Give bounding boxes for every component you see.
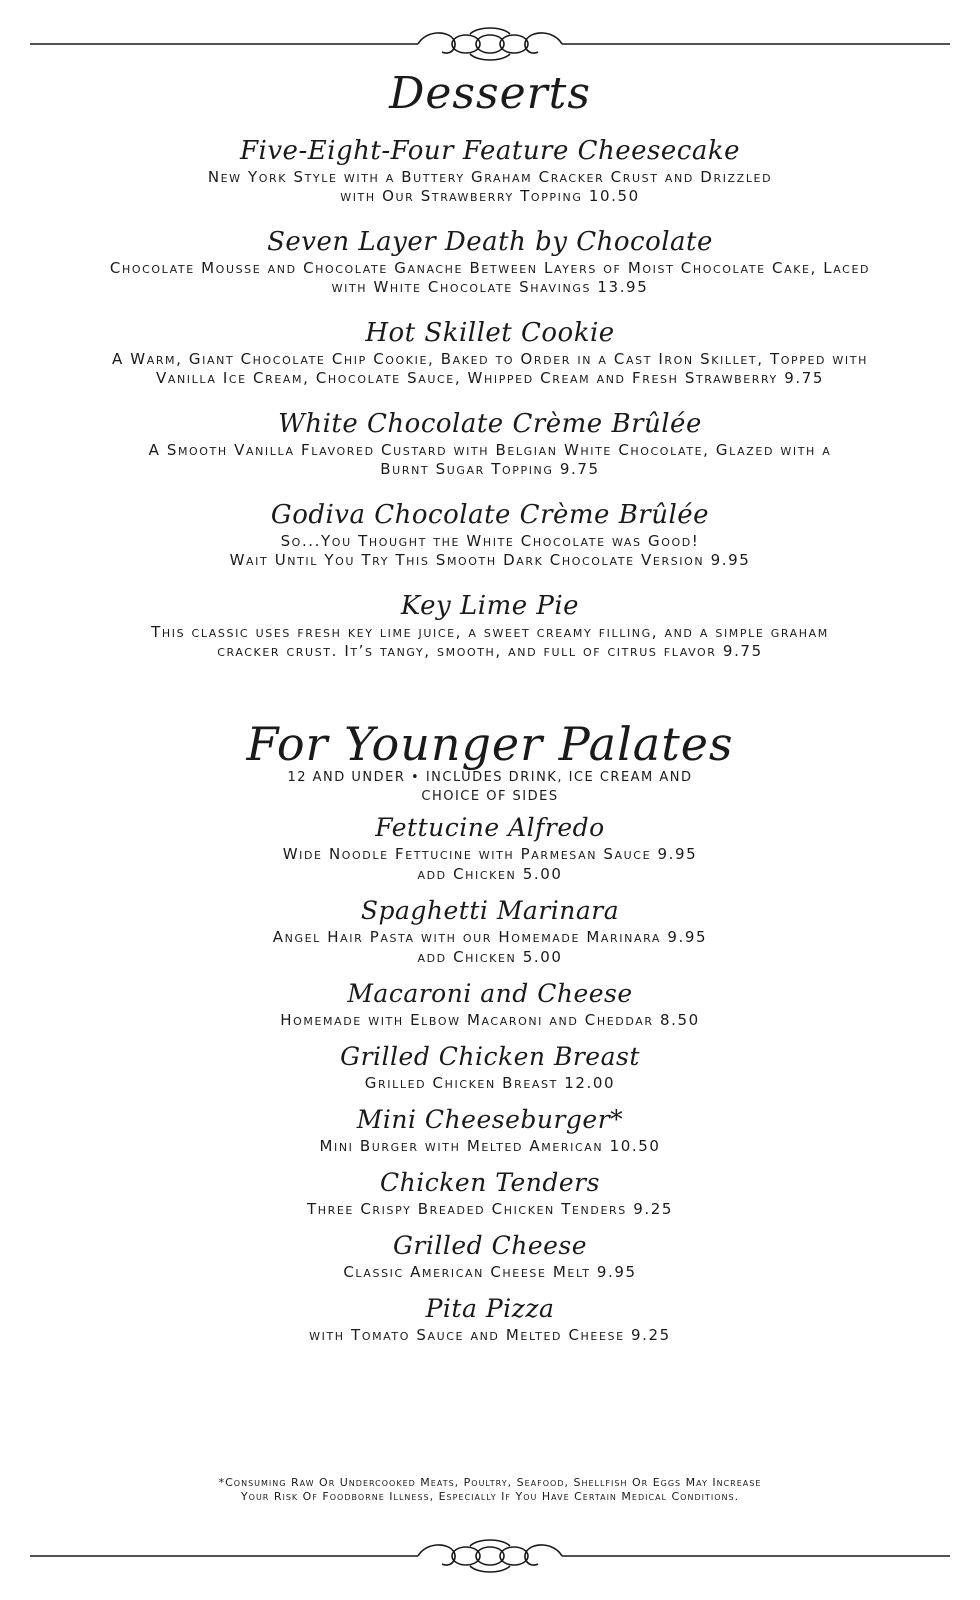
- disclaimer-line: Your Risk Of Foodborne Illness, Especially If You Have Certain Medical Conditions.: [240, 1490, 740, 1503]
- menu-item-name: Macaroni and Cheese: [347, 979, 633, 1008]
- menu-item-name: Five-Eight-Four Feature Cheesecake: [240, 136, 740, 166]
- top-divider: [30, 26, 950, 66]
- food-safety-disclaimer: [0, 1476, 980, 1504]
- kids-menu-item: [0, 895, 980, 967]
- kids-menu-subtitle-line: 12 AND UNDER • INCLUDES DRINK, ICE CREAM AND: [287, 770, 693, 785]
- kids-menu-item: [0, 1167, 980, 1219]
- menu-item-name: Godiva Chocolate Crème Brûlée: [270, 500, 710, 530]
- menu-item-desc: A Smooth Vanilla Flavored Custard with Belgian White Chocolate, Glazed with a: [148, 441, 832, 459]
- kids-menu-subtitle: [0, 768, 980, 806]
- menu-item-desc: So...You Thought the White Chocolate was Good!: [280, 532, 700, 550]
- menu-item-name: Fettucine Alfredo: [375, 813, 605, 842]
- menu-item-name: Mini Cheeseburger*: [356, 1105, 624, 1134]
- menu-item-desc: A Warm, Giant Chocolate Chip Cookie, Baked to Order in a Cast Iron Skillet, Topped with: [112, 350, 868, 368]
- menu-item-desc: Angel Hair Pasta with our Homemade Marinara 9.95: [272, 928, 708, 946]
- menu-item-desc: add Chicken 5.00: [417, 865, 563, 883]
- kids-menu-item: [0, 812, 980, 884]
- menu-item-desc: Wait Until You Try This Smooth Dark Chocolate Version 9.95: [229, 551, 751, 569]
- scroll-flourish-icon: [30, 1538, 950, 1578]
- menu-item-desc: with Our Strawberry Topping 10.50: [340, 187, 640, 205]
- menu-item-name: Hot Skillet Cookie: [365, 318, 615, 348]
- kids-menu-item: [0, 1230, 980, 1282]
- menu-item-desc: Homemade with Elbow Macaroni and Cheddar 8.50: [280, 1011, 700, 1029]
- menu-item: [0, 407, 980, 479]
- menu-item: [0, 498, 980, 570]
- menu-item-name: Grilled Cheese: [392, 1231, 588, 1260]
- menu-item-desc: Three Crispy Breaded Chicken Tenders 9.25: [306, 1200, 674, 1218]
- menu-item-desc: This classic uses fresh key lime juice, a sweet creamy filling, and a simple graham: [151, 623, 829, 641]
- menu-item-desc: with White Chocolate Shavings 13.95: [331, 278, 649, 296]
- kids-menu-subtitle-line: CHOICE OF SIDES: [421, 789, 559, 804]
- menu-item: [0, 316, 980, 388]
- menu-item-desc: Mini Burger with Melted American 10.50: [319, 1137, 661, 1155]
- menu-item-name: Spaghetti Marinara: [360, 896, 620, 925]
- menu-item: [0, 225, 980, 297]
- menu-item-desc: Grilled Chicken Breast 12.00: [364, 1074, 616, 1092]
- menu-item-desc: Wide Noodle Fettucine with Parmesan Sauce 9.95: [282, 845, 698, 863]
- menu-item-desc: New York Style with a Buttery Graham Cracker Crust and Drizzled: [207, 168, 773, 186]
- kids-menu-item: [0, 1041, 980, 1093]
- menu-item-desc: Chocolate Mousse and Chocolate Ganache Between Layers of Moist Chocolate Cake, Laced: [109, 259, 871, 277]
- menu-item-desc: Burnt Sugar Topping 9.75: [380, 460, 600, 478]
- menu-item-desc: with Tomato Sauce and Melted Cheese 9.25: [309, 1326, 671, 1344]
- scroll-flourish-icon: [30, 26, 950, 66]
- menu-item-desc: Classic American Cheese Melt 9.95: [343, 1263, 637, 1281]
- menu-item: [0, 589, 980, 661]
- kids-menu-item: [0, 978, 980, 1030]
- disclaimer-line: *Consuming Raw Or Undercooked Meats, Poultry, Seafood, Shellfish Or Eggs May Increase: [218, 1476, 762, 1489]
- menu-item-name: Seven Layer Death by Chocolate: [267, 227, 713, 257]
- menu-item-desc: cracker crust. It’s tangy, smooth, and full of citrus flavor 9.75: [217, 642, 763, 660]
- menu-item-name: Grilled Chicken Breast: [340, 1042, 640, 1071]
- bottom-divider: [30, 1538, 950, 1578]
- kids-menu-item: [0, 1293, 980, 1345]
- menu-item-name: Chicken Tenders: [380, 1168, 600, 1197]
- menu-item-desc: add Chicken 5.00: [417, 948, 563, 966]
- menu-item-desc: Vanilla Ice Cream, Chocolate Sauce, Whipped Cream and Fresh Strawberry 9.75: [155, 369, 825, 387]
- menu-item-name: Pita Pizza: [425, 1294, 555, 1323]
- kids-menu-title: For Younger Palates: [246, 717, 734, 771]
- menu-item-name: Key Lime Pie: [400, 591, 580, 621]
- desserts-title: Desserts: [389, 68, 591, 119]
- menu-item: [0, 134, 980, 206]
- kids-menu-item: [0, 1104, 980, 1156]
- menu-item-name: White Chocolate Crème Brûlée: [278, 409, 702, 439]
